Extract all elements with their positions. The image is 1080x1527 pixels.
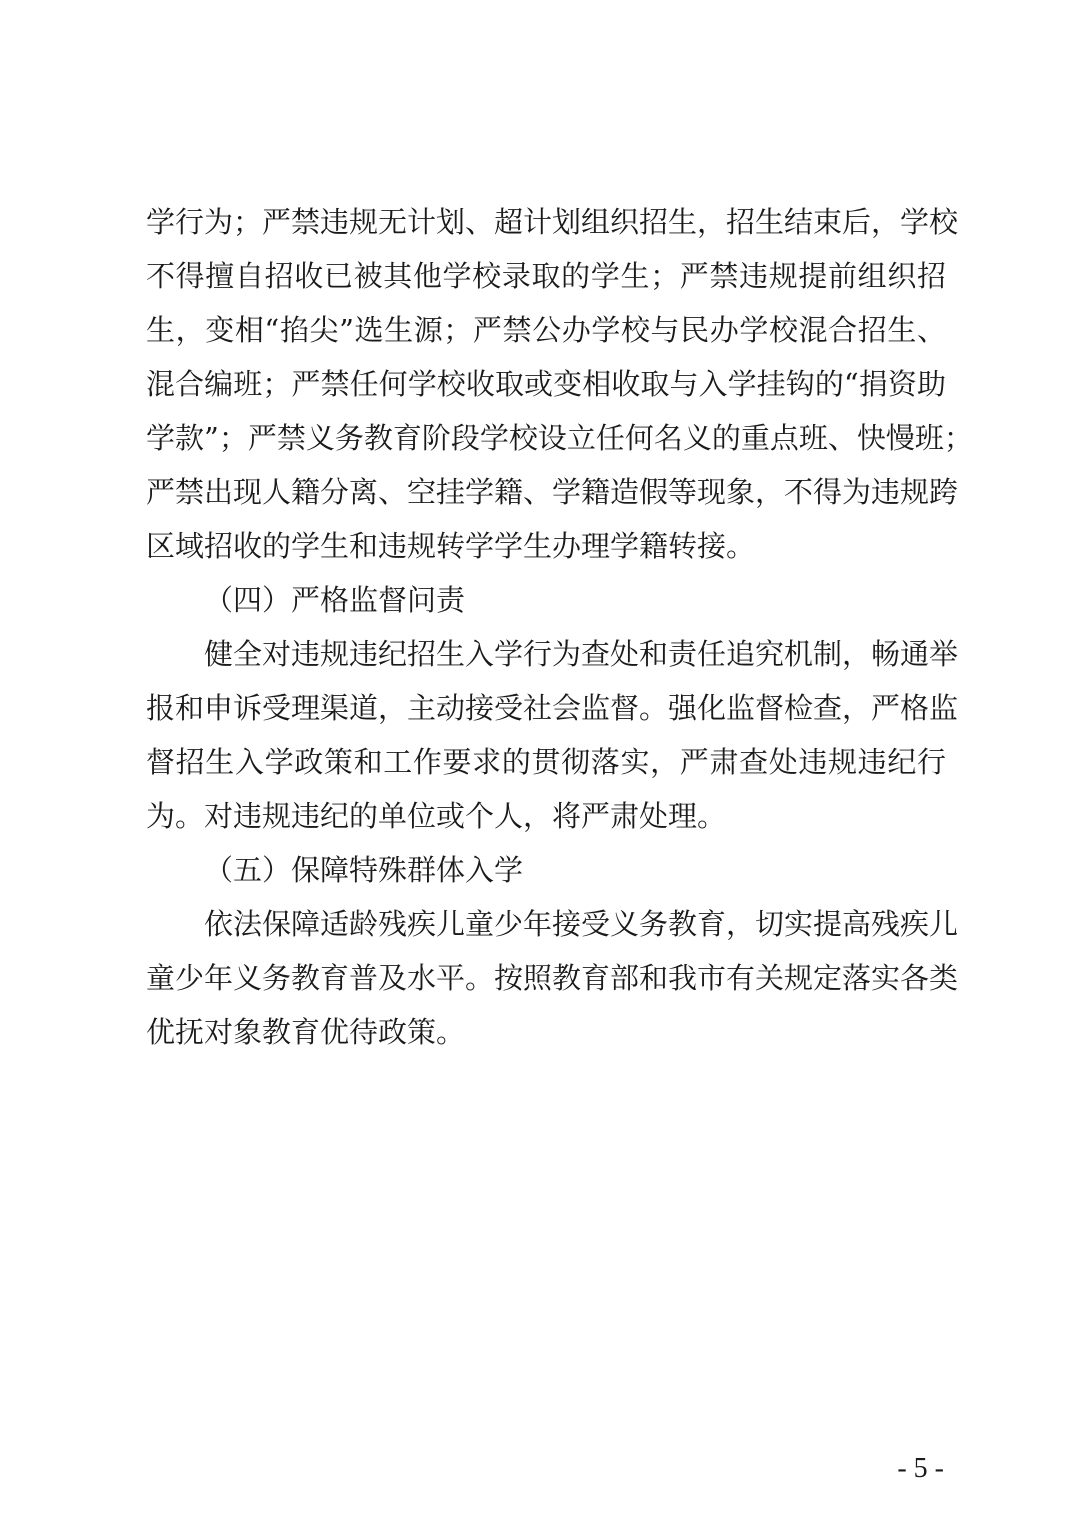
text-line-16: 优抚对象教育优待政策。 (146, 1015, 466, 1049)
text-line-4: 混合编班；严禁任何学校收取或变相收取与入学挂钩的“捐资助 (146, 367, 946, 401)
text-line-3: 生，变相“掐尖”选生源；严禁公办学校与民办学校混合招生、 (146, 313, 946, 347)
section-heading-5: （五）保障特殊群体入学 (204, 853, 524, 887)
text-line-2: 不得擅自招收已被其他学校录取的学生；严禁违规提前组织招 (146, 259, 946, 293)
text-line-9: 健全对违规违纪招生入学行为查处和责任追究机制，畅通举 (204, 637, 959, 671)
document-body (146, 195, 973, 1059)
page-number: - 5 - (897, 1453, 944, 1484)
text-line-1: 学行为；严禁违规无计划、超计划组织招生，招生结束后，学校 (146, 205, 959, 239)
text-line-11: 督招生入学政策和工作要求的贯彻落实，严肃查处违规违纪行 (146, 745, 946, 779)
section-heading-4: （四）严格监督问责 (204, 583, 466, 617)
text-line-7: 区域招收的学生和违规转学学生办理学籍转接。 (146, 529, 756, 563)
text-line-12: 为。对违规违纪的单位或个人，将严肃处理。 (146, 799, 727, 833)
text-line-5: 学款”；严禁义务教育阶段学校设立任何名义的重点班、快慢班； (146, 421, 973, 455)
text-line-6: 严禁出现人籍分离、空挂学籍、学籍造假等现象，不得为违规跨 (146, 475, 959, 509)
text-line-14: 依法保障适龄残疾儿童少年接受义务教育，切实提高残疾儿 (204, 907, 959, 941)
text-line-15: 童少年义务教育普及水平。按照教育部和我市有关规定落实各类 (146, 961, 959, 995)
text-line-10: 报和申诉受理渠道，主动接受社会监督。强化监督检查，严格监 (146, 691, 959, 725)
